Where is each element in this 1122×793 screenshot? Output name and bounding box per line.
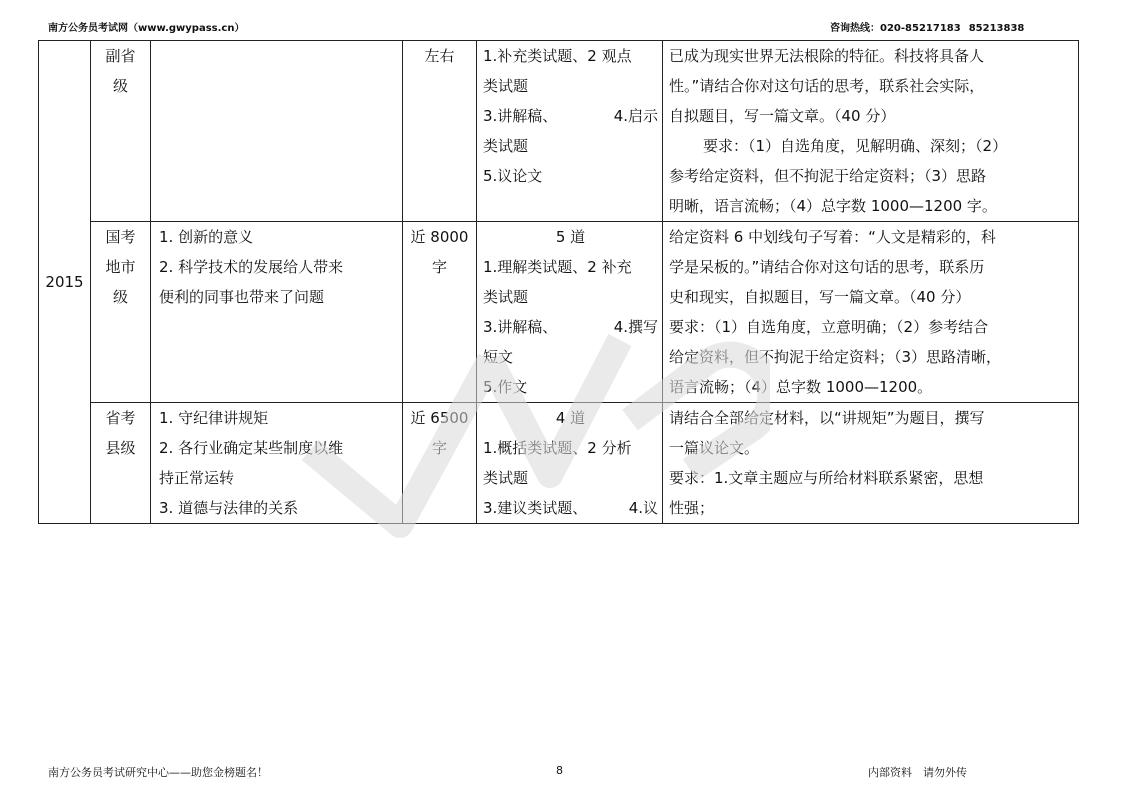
essay-line: 明晰，语言流畅；（4）总字数 1000—1200 字。 (669, 197, 997, 215)
essay-line: 要求：（1）自选角度，立意明确；（2）参考结合 (669, 318, 989, 336)
essay-prompt-cell (663, 403, 1079, 524)
question-types-cell (477, 403, 663, 524)
essay-line: 参考给定资料，但不拘泥于给定资料；（3）思路 (669, 167, 987, 185)
topic-line: 1. 守纪律讲规矩 (159, 409, 269, 427)
type-part: 4.议 (628, 499, 658, 517)
level-line: 地市 (105, 258, 136, 276)
footer-notice: 内部资料 请勿外传 (868, 766, 967, 779)
type-count-line: 5 道 (555, 228, 586, 246)
type-line: 类试题 (483, 137, 529, 155)
type-line: 5.议论文 (483, 167, 543, 185)
word-count-line: 字 (431, 439, 447, 457)
word-count-line: 左右 (424, 47, 455, 65)
type-line (483, 493, 658, 523)
type-line: 1.补充类试题、2 观点 (483, 47, 632, 65)
type-line: 类试题 (483, 77, 529, 95)
word-count-cell (403, 403, 477, 524)
footer-slogan: 南方公务员考试研究中心——助您金榜题名！ (48, 766, 268, 779)
type-line: 短文 (483, 348, 514, 366)
essay-line: 学是呆板的。”请结合你对这句话的思考，联系历 (669, 258, 985, 276)
word-count-line: 近 6500 (410, 409, 469, 427)
type-line: 5.作文 (483, 378, 528, 396)
topic-cell (151, 41, 403, 222)
question-types-cell (477, 41, 663, 222)
hotline-phone-2: 85213838 (968, 23, 1025, 34)
type-line: 类试题 (483, 288, 529, 306)
type-part: 4.撰写 (613, 318, 658, 336)
word-count-cell (403, 222, 477, 403)
type-part: 3.建议类试题、 (483, 499, 588, 517)
topic-cell (151, 222, 403, 403)
question-types-cell (477, 222, 663, 403)
essay-line: 史和现实，自拟题目，写一篇文章。（40 分） (669, 288, 971, 306)
word-count-line: 字 (431, 258, 447, 276)
header-site-name: 南方公务员考试网（www.gwypass.cn） (48, 23, 245, 34)
hotline-phone-1: 020-85217183 (880, 23, 961, 34)
essay-line: 性强； (669, 499, 715, 517)
exam-table (38, 40, 1079, 524)
essay-prompt-cell (663, 222, 1079, 403)
type-line (483, 312, 658, 342)
header-hotline (830, 19, 1024, 34)
level-line: 省考 (105, 409, 136, 427)
level-line: 级 (112, 77, 128, 95)
level-cell (91, 222, 151, 403)
type-part: 4.启示 (613, 107, 658, 125)
essay-line: 语言流畅；（4）总字数 1000—1200。 (669, 378, 933, 396)
essay-line: 要求：（1）自选角度，见解明确、深刻；（2） (703, 137, 1008, 155)
page-number: 8 (556, 764, 563, 777)
topic-line: 2. 科学技术的发展给人带来 (159, 258, 344, 276)
hotline-label: 咨询热线： (830, 23, 880, 34)
topic-line: 2. 各行业确定某些制度以维 (159, 439, 344, 457)
type-line: 1.理解类试题、2 补充 (483, 258, 632, 276)
level-line: 县级 (105, 439, 136, 457)
essay-prompt-cell (663, 41, 1079, 222)
essay-line: 给定资料，但不拘泥于给定资料；（3）思路清晰， (669, 348, 1002, 366)
type-part: 3.讲解稿、 (483, 318, 558, 336)
type-line (483, 101, 658, 131)
word-count-line: 近 8000 (410, 228, 469, 246)
topic-line: 持正常运转 (159, 469, 235, 487)
table-row (39, 403, 1079, 524)
type-line: 类试题 (483, 469, 529, 487)
year-cell: 2015 (39, 41, 91, 524)
level-cell (91, 403, 151, 524)
essay-line: 性。”请结合你对这句话的思考，联系社会实际， (669, 77, 985, 95)
essay-line: 自拟题目，写一篇文章。（40 分） (669, 107, 896, 125)
essay-line: 一篇议论文。 (669, 439, 760, 457)
level-line: 国考 (105, 228, 136, 246)
essay-line: 请结合全部给定材料，以“讲规矩”为题目，撰写 (669, 409, 985, 427)
topic-line: 3. 道德与法律的关系 (159, 499, 299, 517)
type-line: 1.概括类试题、2 分析 (483, 439, 632, 457)
essay-line: 已成为现实世界无法根除的特征。科技将具备人 (669, 47, 985, 65)
type-part: 3.讲解稿、 (483, 107, 558, 125)
word-count-cell (403, 41, 477, 222)
level-line: 副省 (105, 47, 136, 65)
topic-line: 1. 创新的意义 (159, 228, 254, 246)
topic-cell (151, 403, 403, 524)
essay-line: 给定资料 6 中划线句子写着：“人文是精彩的，科 (669, 228, 996, 246)
topic-line: 便利的同事也带来了问题 (159, 288, 325, 306)
level-cell (91, 41, 151, 222)
essay-line: 要求：1.文章主题应与所给材料联系紧密，思想 (669, 469, 984, 487)
table-row (39, 222, 1079, 403)
type-count-line: 4 道 (555, 409, 586, 427)
level-line: 级 (112, 288, 128, 306)
table-row (39, 41, 1079, 222)
